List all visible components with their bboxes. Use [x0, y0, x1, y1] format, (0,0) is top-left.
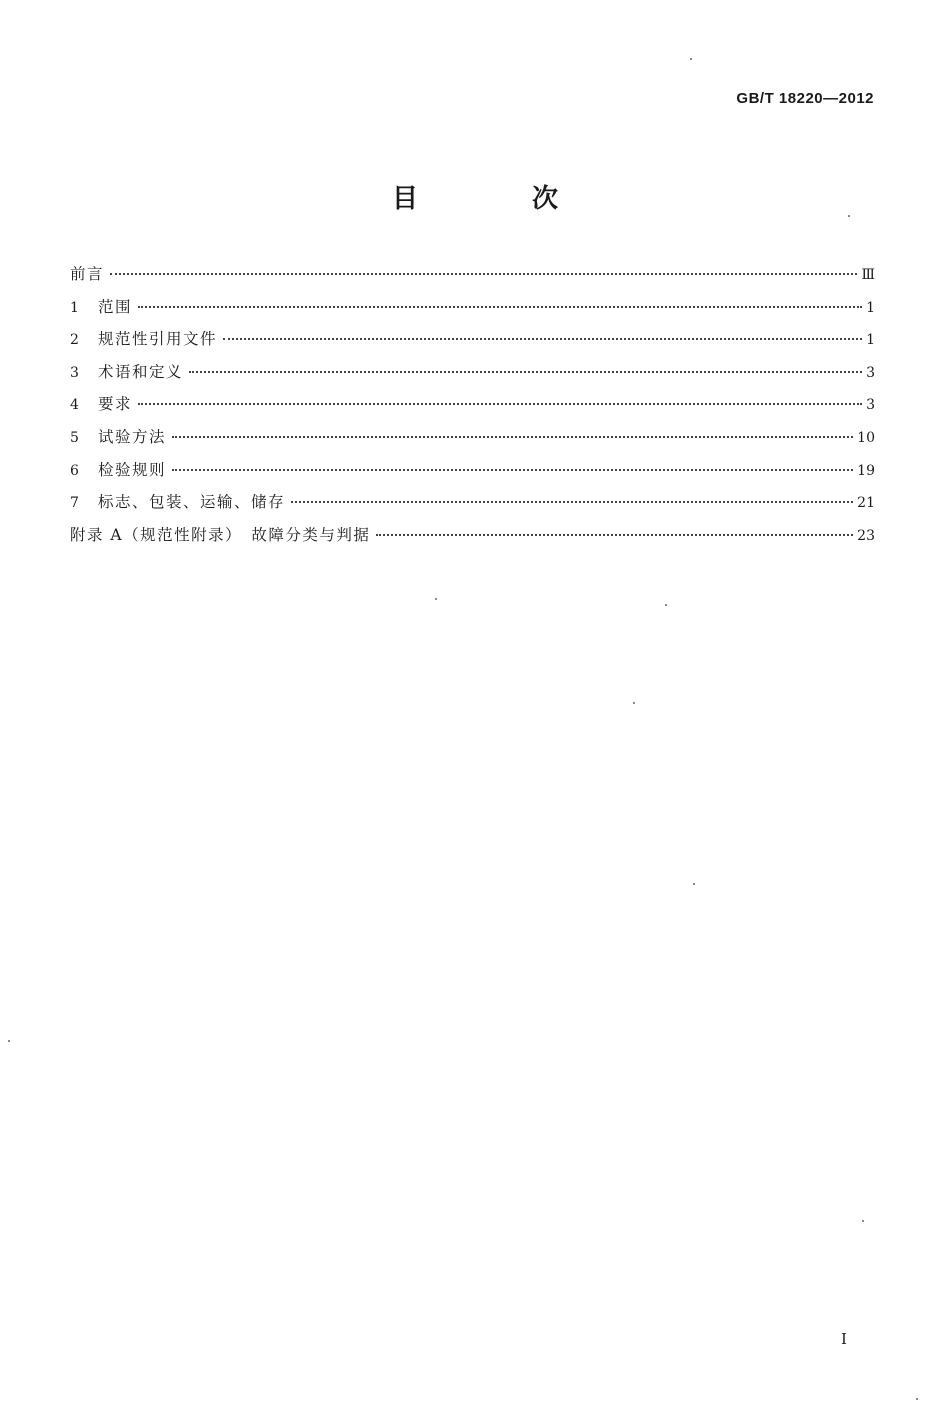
- toc-leader-dots: [138, 403, 862, 405]
- scan-speck: [8, 1040, 10, 1042]
- toc-page-number: Ⅲ: [861, 267, 875, 283]
- toc-item-number: 2: [70, 332, 79, 349]
- scan-speck: [862, 1220, 864, 1222]
- scan-speck: [435, 598, 437, 600]
- toc-leader-dots: [291, 501, 853, 503]
- toc-leader-dots: [376, 534, 853, 536]
- toc-page-number: 3: [866, 397, 875, 414]
- toc-leader-dots: [138, 306, 862, 308]
- toc-item-marking-packaging[interactable]: [70, 490, 875, 523]
- page-number: Ⅰ: [841, 1330, 847, 1348]
- scan-speck: [690, 58, 692, 60]
- toc-item-label: 要求: [98, 395, 133, 414]
- toc-item-test-methods[interactable]: [70, 425, 875, 458]
- scan-speck: [848, 215, 850, 217]
- standard-code: GB/T 18220—2012: [736, 90, 874, 107]
- toc-item-requirements[interactable]: [70, 392, 875, 425]
- scan-speck: [665, 604, 667, 606]
- toc-item-number: 4: [70, 397, 79, 414]
- toc-item-label: 规范性引用文件: [98, 330, 218, 349]
- toc-leader-dots: [223, 338, 862, 340]
- toc-page-number: 1: [866, 299, 875, 316]
- toc-item-scope[interactable]: [70, 295, 875, 328]
- toc-item-number: 3: [70, 364, 79, 381]
- scan-speck: [916, 1398, 918, 1400]
- toc-item-label: 附录 A（规范性附录） 故障分类与判据: [70, 525, 371, 544]
- toc-item-label: 试验方法: [98, 427, 167, 446]
- toc-item-label: 范围: [98, 297, 133, 316]
- toc-leader-dots: [110, 273, 857, 275]
- scan-speck: [633, 702, 635, 704]
- toc-item-number: 1: [70, 299, 79, 316]
- table-of-contents: [70, 262, 875, 555]
- toc-leader-dots: [172, 469, 853, 471]
- toc-item-foreword[interactable]: [70, 262, 875, 295]
- toc-item-number: 7: [70, 495, 79, 512]
- toc-page-number: 23: [857, 527, 875, 544]
- page-title: 目 次: [391, 184, 602, 214]
- toc-leader-dots: [189, 371, 862, 373]
- toc-item-label: 术语和定义: [98, 362, 184, 381]
- toc-item-annex-a[interactable]: [70, 523, 875, 556]
- toc-item-inspection-rules[interactable]: [70, 458, 875, 491]
- toc-page-number: 1: [866, 332, 875, 349]
- toc-leader-dots: [172, 436, 853, 438]
- toc-item-label: 标志、包装、运输、储存: [98, 493, 286, 512]
- toc-page-number: 19: [857, 462, 875, 479]
- scan-speck: [693, 883, 695, 885]
- toc-item-number: 5: [70, 429, 79, 446]
- toc-item-label: 检验规则: [98, 460, 167, 479]
- toc-item-number: 6: [70, 462, 79, 479]
- toc-page-number: 3: [866, 364, 875, 381]
- toc-page-number: 10: [857, 429, 875, 446]
- toc-item-normative-references[interactable]: [70, 327, 875, 360]
- toc-page-number: 21: [857, 495, 875, 512]
- toc-item-terms-definitions[interactable]: [70, 360, 875, 393]
- toc-item-label: 前言: [70, 265, 105, 283]
